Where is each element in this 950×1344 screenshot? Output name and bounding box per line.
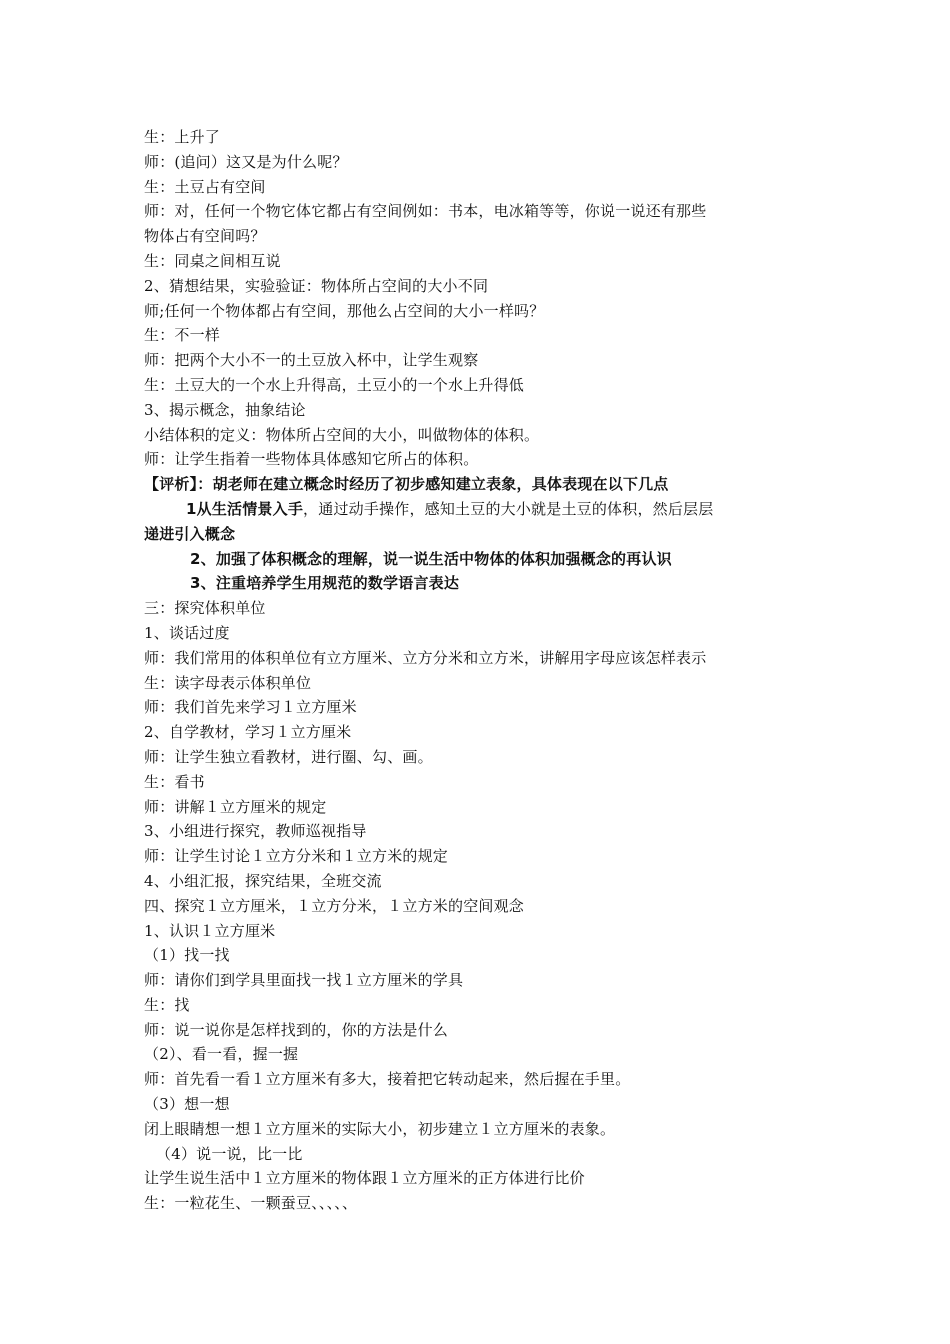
analysis-point-3: 3、注重培养学生用规范的数学语言表达 (190, 574, 460, 593)
text-line: （3）想一想 (144, 1095, 230, 1114)
analysis-point-1-text: ，通过动手操作，感知土豆的大小就是土豆的体积，然后层层 (303, 499, 714, 518)
text-line: （1）找一找 (144, 946, 230, 965)
analysis-point-1 (144, 497, 814, 522)
text-line: 师：首先看一看１立方厘米有多大，接着把它转动起来，然后握在手里。 (144, 1070, 631, 1089)
text-line: 闭上眼睛想一想１立方厘米的实际大小，初步建立１立方厘米的表象。 (144, 1119, 616, 1138)
analysis-heading: 【评析】：胡老师在建立概念时经历了初步感知建立表象，具体表现在以下几点 (144, 475, 669, 494)
text-line: 师：说一说你是怎样找到的，你的方法是什么 (144, 1020, 449, 1039)
text-line: 生：看书 (144, 772, 205, 791)
text-line: 师：请你们到学具里面找一找１立方厘米的学具 (144, 971, 464, 990)
text-line: （4）说一说，比一比 (156, 1144, 303, 1163)
document-body (144, 125, 814, 1216)
text-line: 3、揭示概念，抽象结论 (144, 400, 306, 419)
text-line: 师;任何一个物体都占有空间，那他么占空间的大小一样吗？ (144, 301, 545, 320)
text-line: 生：不一样 (144, 326, 221, 345)
analysis-point-1-bold: 1从生活情景入手 (186, 499, 304, 518)
text-line: 生：土豆大的一个水上升得高，土豆小的一个水上升得低 (144, 375, 525, 394)
text-line: 1、认识１立方厘米 (144, 921, 276, 940)
text-line: 师：我们首先来学习１立方厘米 (144, 698, 357, 717)
analysis-point-1-continued: 递进引入概念 (144, 524, 236, 543)
text-line: 生：上升了 (144, 128, 221, 146)
text-line: 师：让学生讨论１立方分米和１立方米的规定 (144, 847, 449, 866)
text-line: 师：对，任何一个物它体它都占有空间例如：书本，电冰箱等等，你说一说还有那些 (144, 202, 707, 221)
text-line: 1、谈话过度 (144, 623, 230, 642)
text-line: 师：把两个大小不一的土豆放入杯中，让学生观察 (144, 351, 479, 370)
text-line: 生：一粒花生、一颗蚕豆、、、、、 (144, 1194, 358, 1213)
text-line: 4、小组汇报，探究结果，全班交流 (144, 871, 382, 890)
text-line: 师：让学生独立看教材，进行圈、勾、画。 (144, 747, 433, 766)
text-line: 生：读字母表示体积单位 (144, 673, 312, 692)
text-line: 3、小组进行探究，教师巡视指导 (144, 822, 367, 841)
text-line: （2）、看一看，握一握 (144, 1045, 299, 1064)
text-line: 师：让学生指着一些物体具体感知它所占的体积。 (144, 450, 479, 469)
text-line: 师：(追问）这又是为什么呢？ (144, 152, 348, 171)
text-line: 生：土豆占有空间 (144, 177, 266, 196)
text-line: 师：讲解１立方厘米的规定 (144, 797, 327, 816)
section-heading: 四、探究１立方厘米，１立方分米，１立方米的空间观念 (144, 896, 525, 915)
text-line: 生：找 (144, 995, 190, 1014)
text-line: 物体占有空间吗？ (144, 227, 266, 246)
section-heading: 三：探究体积单位 (144, 599, 266, 618)
text-line: 生：同桌之间相互说 (144, 251, 281, 270)
analysis-point-2: 2、加强了体积概念的理解，说一说生活中物体的体积加强概念的再认识 (190, 549, 672, 568)
text-line: 小结体积的定义：物体所占空间的大小，叫做物体的体积。 (144, 425, 540, 444)
text-line: 师：我们常用的体积单位有立方厘米、立方分米和立方米，讲解用字母应该怎样表示 (144, 648, 707, 667)
text-line: 让学生说生活中１立方厘米的物体跟１立方厘米的正方体进行比价 (144, 1169, 585, 1188)
text-line: 2、自学教材，学习１立方厘米 (144, 723, 352, 742)
text-line: 2、猜想结果，实验验证：物体所占空间的大小不同 (144, 276, 489, 295)
